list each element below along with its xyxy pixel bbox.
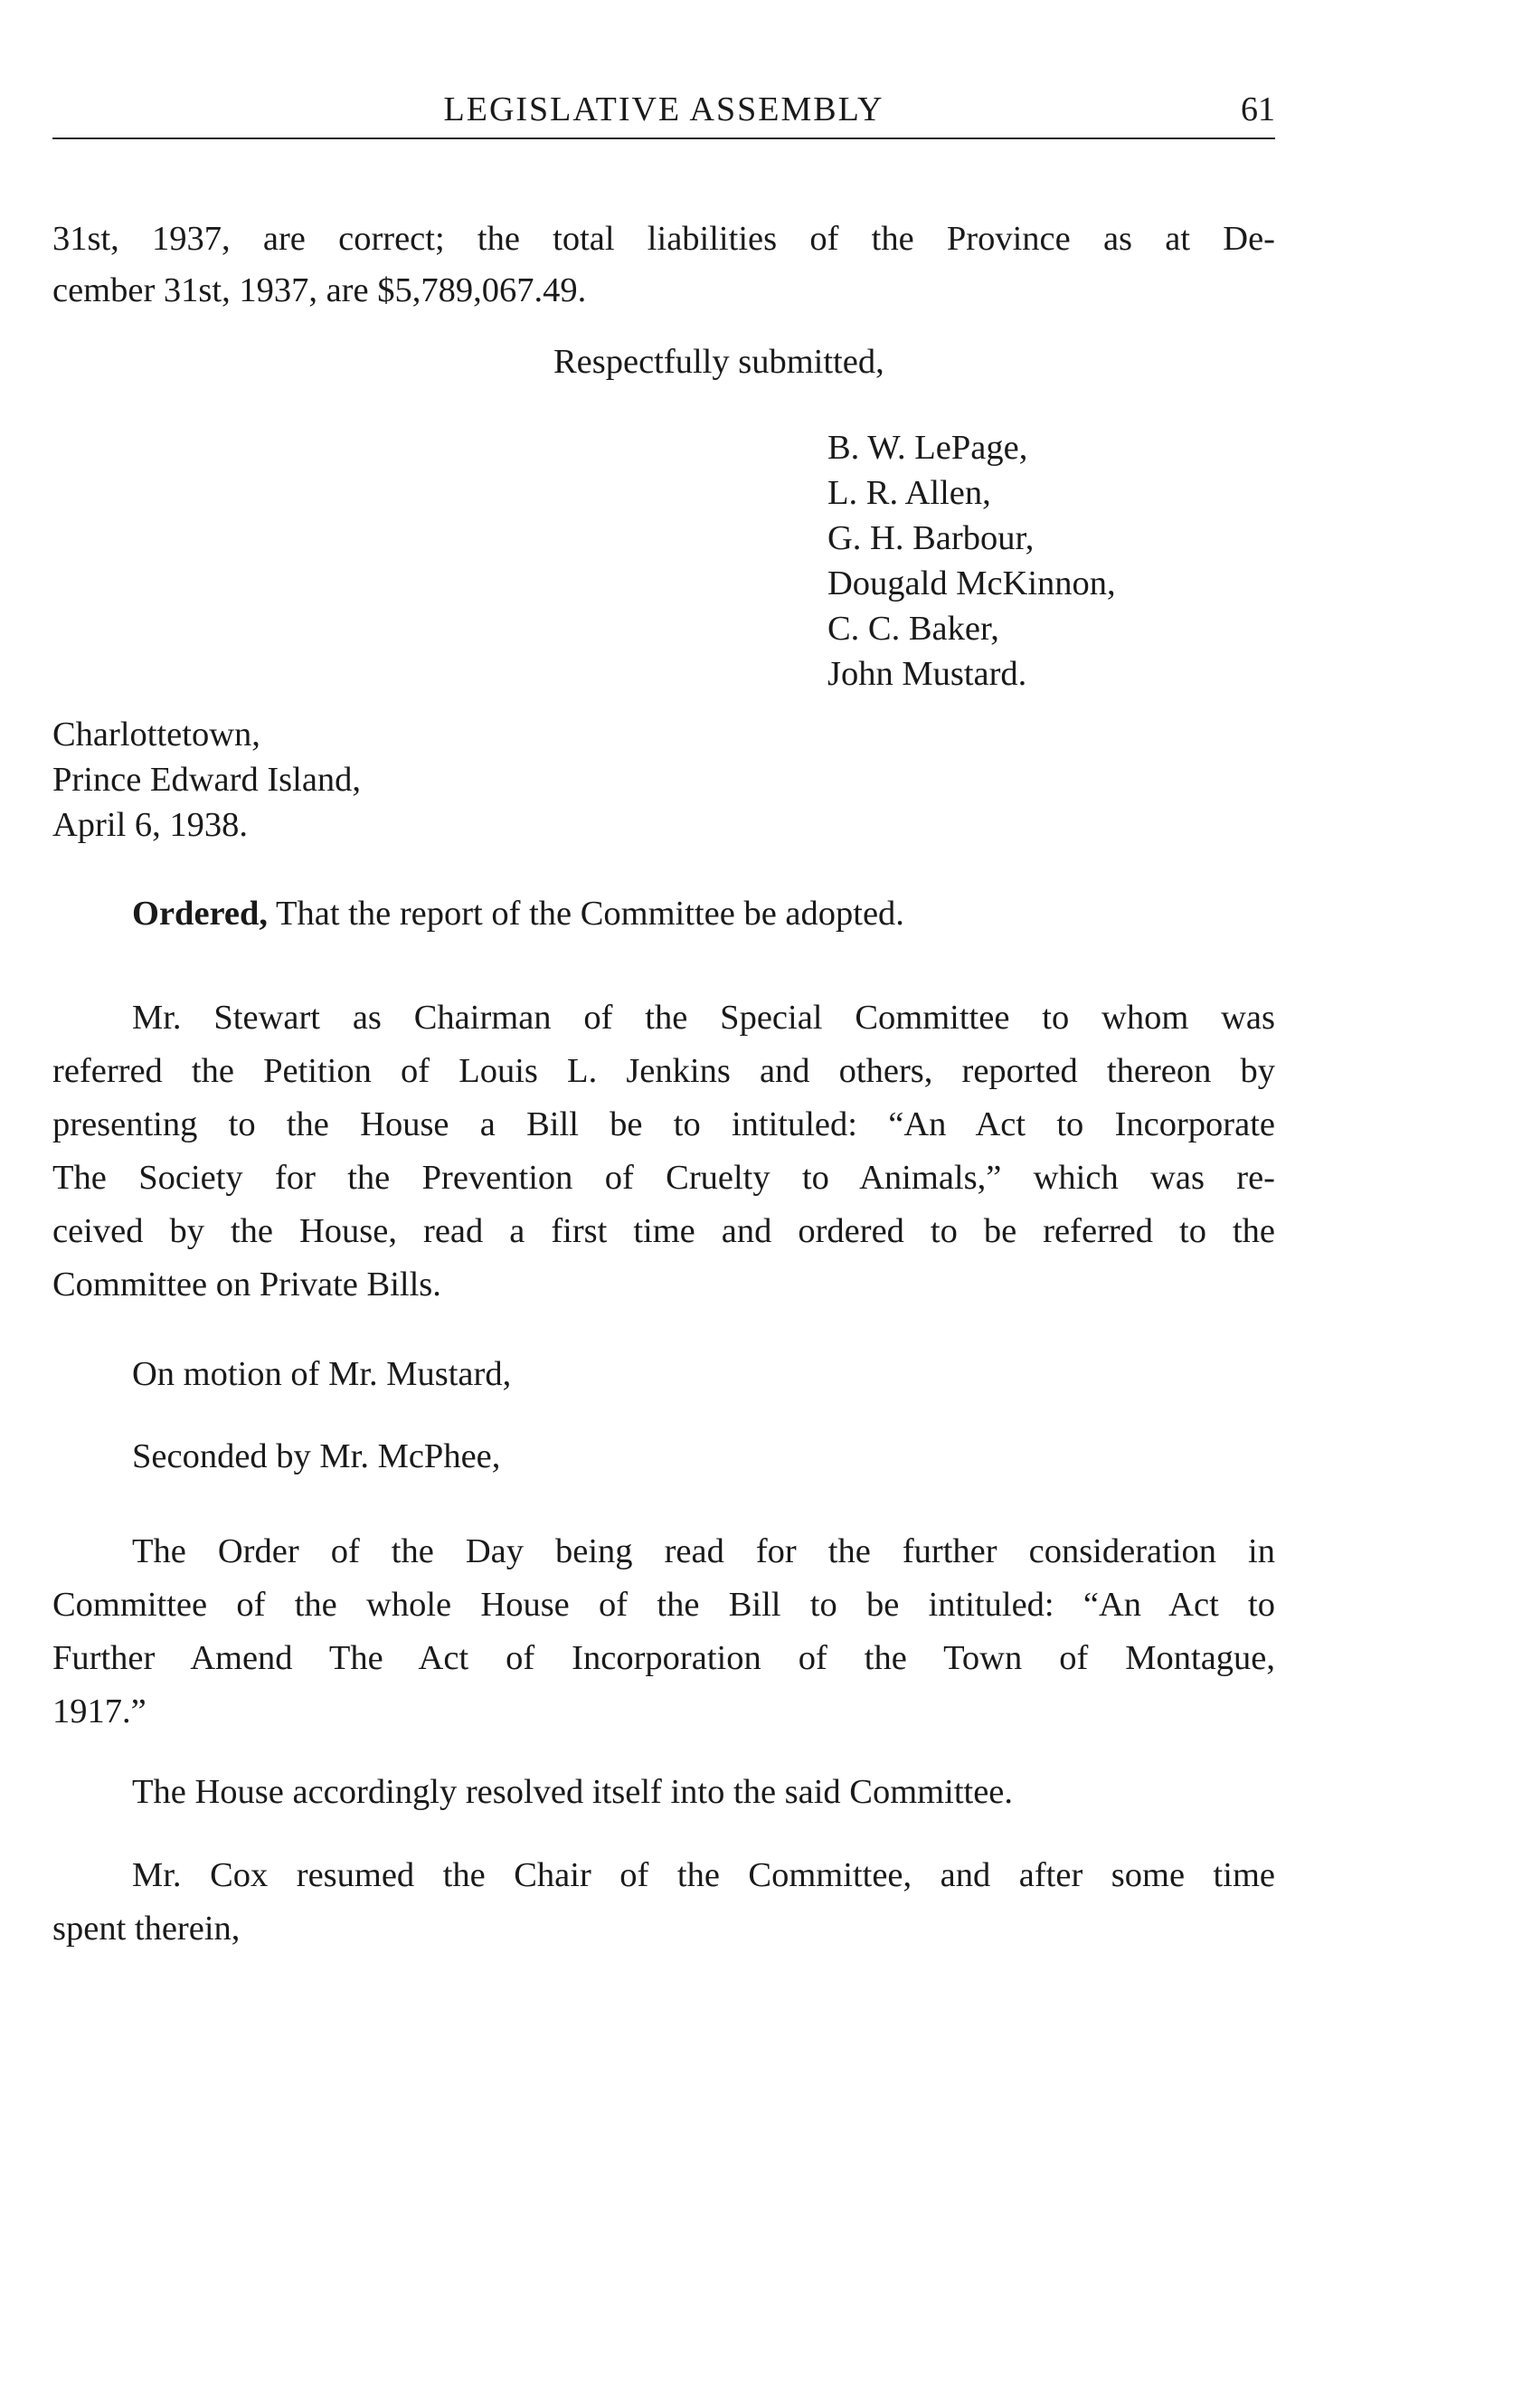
paragraph-line: Committee on Private Bills. [52, 1266, 441, 1304]
signatory: C. C. Baker, [827, 610, 999, 648]
ordered-text: That the report of the Committee be adopted. [268, 895, 904, 933]
paragraph-line: ceived by the House, read a first time and ordered to be referred to the [52, 1212, 1275, 1250]
paragraph-line: Committee of the whole House of the Bill to be intituled: “An Act to [52, 1586, 1275, 1624]
paragraph-line: Further Amend The Act of Incorporation of the Town of Montague, [52, 1639, 1275, 1677]
ordered-label: Ordered, [132, 895, 269, 933]
paragraph-line: The Order of the Day being read for the further consideration in [132, 1532, 1275, 1570]
ordered-line [132, 891, 1275, 936]
closing-line: Respectfully submitted, [553, 343, 884, 381]
signatory: G. H. Barbour, [827, 519, 1035, 557]
signatory: Dougald McKinnon, [827, 564, 1116, 602]
page-header [52, 87, 1275, 139]
paragraph-line: referred the Petition of Louis L. Jenkins and others, reported thereon by [52, 1052, 1275, 1090]
paragraph-line: presenting to the House a Bill be to intituled: “An Act to Incorporate [52, 1105, 1275, 1143]
paragraph-line: Mr. Cox resumed the Chair of the Committee, and after some time [132, 1856, 1275, 1894]
body-line: 31st, 1937, are correct; the total liabilities of the Province as at De- [52, 220, 1275, 258]
place-line: Prince Edward Island, [52, 761, 362, 799]
paragraph-line: Mr. Stewart as Chairman of the Special Committee to whom was [132, 999, 1275, 1037]
paragraph-line: The Society for the Prevention of Cruelty to Animals,” which was re- [52, 1159, 1275, 1197]
paragraph-line: spent therein, [52, 1910, 241, 1948]
signatory: L. R. Allen, [827, 474, 991, 512]
paragraph-line: 1917.” [52, 1692, 147, 1730]
date-line: April 6, 1938. [52, 806, 249, 844]
running-head: LEGISLATIVE ASSEMBLY [443, 90, 884, 128]
signatory: B. W. LePage, [827, 429, 1028, 467]
resolved-line: The House accordingly resolved itself into the said Committee. [132, 1773, 1014, 1811]
signatory: John Mustard. [827, 655, 1027, 693]
place-line: Charlottetown, [52, 716, 260, 754]
seconded-line: Seconded by Mr. McPhee, [132, 1437, 501, 1475]
motion-line: On motion of Mr. Mustard, [132, 1355, 512, 1393]
body-line: cember 31st, 1937, are $5,789,067.49. [52, 271, 587, 309]
page-number: 61 [1241, 90, 1275, 128]
